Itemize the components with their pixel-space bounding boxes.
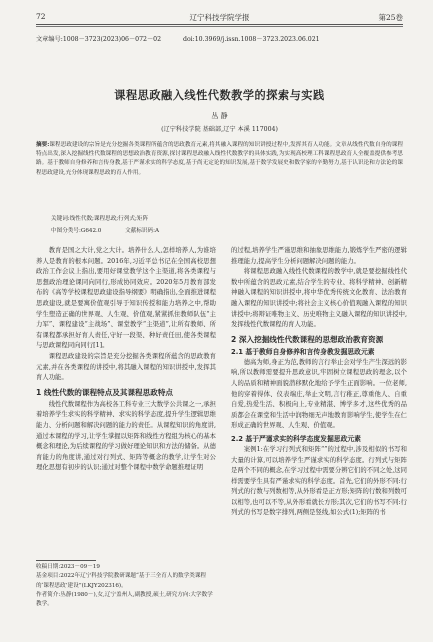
classification <box>51 226 403 234</box>
paragraph: 将课程思政融入线性代数课程的教学中,就是要挖掘线性代数中所蕴含的思政元素,结合学生的专业、将科学精神、创新精神融入课程的知识讲授中,将中华优秀传统文化教育、法治教育融入课程的知识讲授中;将社会主义核心价值观融入课程的知识讲授中;将辩证唯物主义、历史唯物主义融入课程的知识讲授中,发挥线性代数课程的育人功能。 <box>231 268 407 329</box>
abstract-text: 课程思政建设的宗旨是充分挖掘各类课程所蕴含的思政教育元素,将其融入课程的知识讲授过程中,发挥其育人功能。文章从线性代数自身的课程特点出发,深入挖掘线性代数课程的思想政治教育资源,探讨课程思政融入线性代数教学的具体实践,为实现高校理工科课程思政育人全覆盖提供参考思路。基于教师自身修养和言传身教,基于严谨求实的科学态度,基于尚无定论的知识发展,基于数学发展史和数学家的辛勤努力,基于认识论和方法论的课程思政建设,充分体现课程思政的育人作用。 <box>36 142 403 176</box>
author: 丛 静 <box>211 112 228 120</box>
header-rule <box>36 24 403 25</box>
paragraph: 德高为师,身正为范,教师的言行举止会对学生产生深远的影响,所以教师需要提升思政意识,牢固树立课程思政的理念,以个人的品质和精神面貌潜移默化地给予学生正面影响。一位老师,他的穿着得体、仪表端庄,举止文明,言行稚正,尊重他人、自重自爱,热爱生活、积极向上,专业精湛、博学多才,这些优秀的品质都会在课堂和生活中润物细无声地教育影响学生,使学生在仁形成正确的世界观、人生观、价值观。 <box>231 358 407 430</box>
paragraph: 课程思政建设的宗旨是充分挖掘各类课程所蕴含的思政教育元素,并在各类课程的讲授中,将其融入课程的知识讲授中,发挥其育人功能。 <box>36 352 216 382</box>
clc-number: 中图分类号:G642.0 <box>51 228 102 234</box>
right-column <box>231 246 407 519</box>
footnotes <box>36 563 216 609</box>
paragraph: 线性代数课程作为高校各工科专业三大数学公共课之一,承担着培养学生求实的科学精神、求实的科学态度,提升学生逻辑思维能力、分析问题和解决问题的能力的责任。从课程知识的角度讲,通过本课程的学习,让学生掌握以矩阵和线性方程组为核心的基本概念和理论,为后续课程的学习做好理论知识和方法的储备。从德育能力的角度讲,通过对行列式、矩阵等概念的教学,让学生对公理化思想有初步的认识;通过对整个课程中数学命题推理证明 <box>36 400 216 472</box>
header-rule-thin <box>36 26 403 27</box>
doi: doi:10.3969/j.issn.1008－3723.2023.06.021 <box>183 36 320 43</box>
abstract-label: 摘要: <box>36 142 50 148</box>
article-meta <box>36 34 403 43</box>
paragraph: 教育是国之大计,党之大计。培养什么人,怎样培养人,为谁培养人是教育的根本问题。2016年,习近平总书记在全国高校思想政治工作会议上指出,要用好课堂教学这个主渠道,将各类课程与思想政治理论课同向同行,形成协同效应。2020年5月教育部发布的《高等学校课程思政建设指导纲要》明确指出,全面推进课程思政建设,就是要寓价值观引导于知识传授和能力培养之中,帮助学生塑造正确的世界观、人生观、价值观,紧紧抓住教师队伍“主力军”、课程建设“主战场”、课堂教学“主渠道”,让所有教师、所有课程都承担好育人责任,守好一段渠、种好责任田,使各类课程与思政课程同向同行[1]。 <box>36 247 216 350</box>
keywords: 关键词:线性代数;课程思政;行列式;矩阵 <box>51 216 149 222</box>
author-bio: 作者简介:丛静(1980－),女,辽宁盖州人,副教授,硕士,研究方向:大学数学教学。 <box>36 591 213 608</box>
document-code: 文献标识码:A <box>125 228 160 234</box>
affiliation: (辽宁科技学院 基础部,辽宁 本溪 117004) <box>161 126 278 133</box>
received-date: 收稿日期:2023－09－19 <box>36 564 100 570</box>
paragraph: 的过程,培养学生严谨思维和抽象思维能力,锻炼学生严密的逻辑推理能力,提高学生分析问题解决问题的能力。 <box>231 247 407 265</box>
article-title: 课程思政融入线性代数教学的探索与实践 <box>114 88 325 102</box>
fund-note: 基金项目:2022年辽宁科技学院教研课题“基于三全育人的数学类课程的‘课程思政’建设”(LKJY202316)。 <box>36 573 207 589</box>
page-number: 72 <box>36 12 46 21</box>
volume-label: 第25卷 <box>378 13 403 22</box>
left-column <box>36 246 216 474</box>
subsection-heading: 2.1 基于教师自身修养和言传身教发掘思政元素 <box>231 347 375 356</box>
paragraph: 案例1:在学习行列式和矩阵“”的过程中,涉及相似的书写和大量的计算,可以培养学生严谨求实的科学态度。行列式与矩阵是两个不同的概念,在学习过程中需要分辨它们的不同之处,这同样需要学生具有严谨求实的科学态度。首先,它们的外形不同:行列式的行数与列数相等,从外形看是正方形;矩阵的行数和列数可以相等,也可以不等,从外形看就长方形;其次,它们的书写不同:行列式的书写是数字排列,两侧是竖线,如公式(1);矩阵的书 <box>231 445 407 517</box>
running-header <box>36 10 403 24</box>
abstract <box>36 141 403 178</box>
section-heading: 2 深入挖掘线性代数课程的思想政治教育资源 <box>231 334 384 344</box>
subsection-heading: 2.2 基于严谨求实的科学态度发掘思政元素 <box>231 434 361 443</box>
section-heading: 1 线性代数的课程特点及其课程思政特点 <box>36 387 174 397</box>
footnote-rule <box>36 560 96 561</box>
article-number: 文章编号:1008－3723(2023)06－072－02 <box>36 36 162 43</box>
journal-name: 辽宁科技学院学报 <box>189 13 250 22</box>
